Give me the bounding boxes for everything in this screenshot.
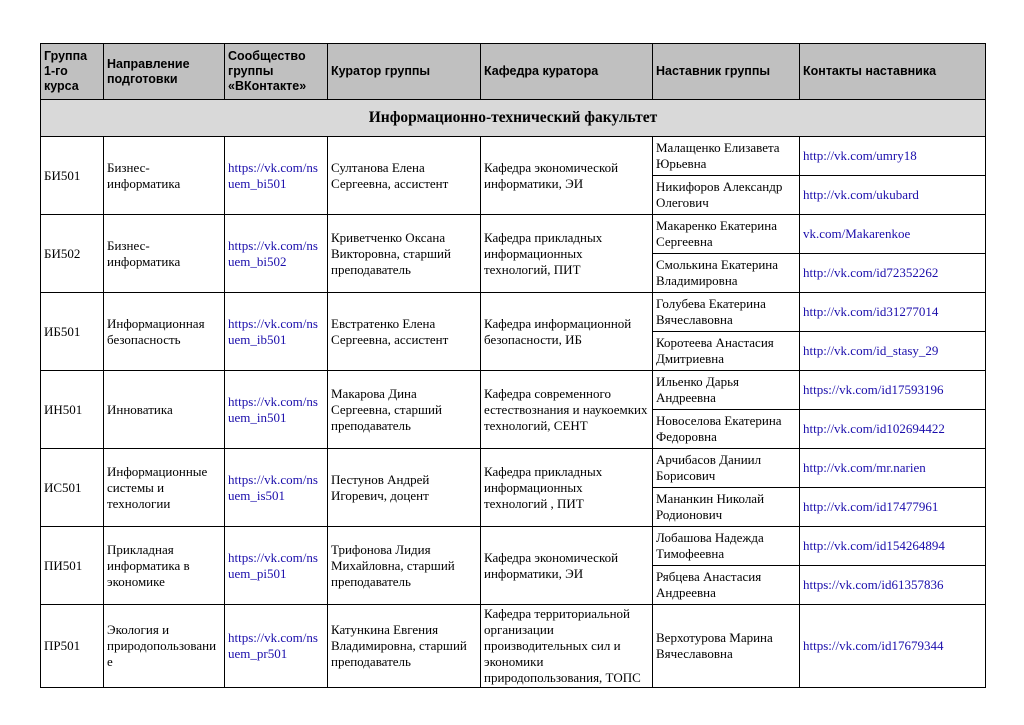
mentor-name: Смолькина Екатерина Владимировна <box>653 254 800 293</box>
mentor-name: Никифоров Александр Олегович <box>653 176 800 215</box>
mentor-contact-cell <box>800 215 986 254</box>
mentor-contact-link[interactable]: https://vk.com/id17679344 <box>803 638 944 653</box>
direction: Экология и природопользование <box>104 605 225 688</box>
mentor-contact-link[interactable]: https://vk.com/id61357836 <box>803 577 944 592</box>
mentor-name: Ильенко Дарья Андреевна <box>653 371 800 410</box>
curator-department: Кафедра прикладных информационных технологий , ПИТ <box>481 449 653 527</box>
group-code: БИ501 <box>41 137 104 215</box>
faculty-title: Информационно-технический факультет <box>41 100 986 137</box>
mentor-name: Коротеева Анастасия Дмитриевна <box>653 332 800 371</box>
header-group: Группа 1-го курса <box>41 44 104 100</box>
mentor-contact-cell <box>800 332 986 371</box>
curator: Султанова Елена Сергеевна, ассистент <box>328 137 481 215</box>
mentor-name: Лобашова Надежда Тимофеевна <box>653 527 800 566</box>
table-row <box>41 293 986 332</box>
table-row <box>41 527 986 566</box>
mentor-contact-cell <box>800 488 986 527</box>
direction: Информационные системы и технологии <box>104 449 225 527</box>
vk-community-cell <box>225 137 328 215</box>
curator: Пестунов Андрей Игоревич, доцент <box>328 449 481 527</box>
mentor-contact-cell <box>800 254 986 293</box>
mentor-contact-link[interactable]: http://vk.com/umry18 <box>803 148 917 163</box>
vk-community-link[interactable]: https://vk.com/nsuem_is501 <box>228 471 318 503</box>
faculty-row <box>41 100 986 137</box>
vk-community-link[interactable]: https://vk.com/nsuem_pi501 <box>228 549 318 581</box>
direction: Прикладная информатика в экономике <box>104 527 225 605</box>
mentor-contact-cell <box>800 176 986 215</box>
header-mentor: Наставник группы <box>653 44 800 100</box>
curator: Макарова Дина Сергеевна, старший преподаватель <box>328 371 481 449</box>
mentor-contact-cell <box>800 371 986 410</box>
direction: Бизнес-информатика <box>104 215 225 293</box>
header-row <box>41 44 986 100</box>
mentor-contact-link[interactable]: http://vk.com/id154264894 <box>803 538 945 553</box>
mentor-contact-link[interactable]: vk.com/Makarenkoe <box>803 226 911 241</box>
group-code: ИН501 <box>41 371 104 449</box>
curator-department: Кафедра экономической информатики, ЭИ <box>481 527 653 605</box>
vk-community-cell <box>225 215 328 293</box>
group-code: ПР501 <box>41 605 104 688</box>
vk-community-cell <box>225 293 328 371</box>
group-code: ИС501 <box>41 449 104 527</box>
mentor-contact-link[interactable]: http://vk.com/id_stasy_29 <box>803 343 939 358</box>
curator-department: Кафедра современного естествознания и наукоемких технологий, СЕНТ <box>481 371 653 449</box>
table-row <box>41 605 986 688</box>
mentor-contact-link[interactable]: http://vk.com/mr.narien <box>803 460 926 475</box>
mentor-contact-cell <box>800 137 986 176</box>
header-curator: Куратор группы <box>328 44 481 100</box>
mentor-contact-cell <box>800 605 986 688</box>
curator: Катункина Евгения Владимировна, старший преподаватель <box>328 605 481 688</box>
curator-department: Кафедра территориальной организации производительных сил и экономики природопользования, ТОПС <box>481 605 653 688</box>
mentor-contact-link[interactable]: http://vk.com/id17477961 <box>803 499 939 514</box>
mentor-name: Голубева Екатерина Вячеславовна <box>653 293 800 332</box>
mentor-name: Рябцева Анастасия Андреевна <box>653 566 800 605</box>
header-contacts: Контакты наставника <box>800 44 986 100</box>
mentor-name: Новоселова Екатерина Федоровна <box>653 410 800 449</box>
mentor-contact-link[interactable]: http://vk.com/id102694422 <box>803 421 945 436</box>
vk-community-cell <box>225 527 328 605</box>
group-code: ПИ501 <box>41 527 104 605</box>
group-code: ИБ501 <box>41 293 104 371</box>
curator: Криветченко Оксана Викторовна, старший преподаватель <box>328 215 481 293</box>
table-row <box>41 215 986 254</box>
curator-department: Кафедра экономической информатики, ЭИ <box>481 137 653 215</box>
mentor-name: Малащенко Елизавета Юрьевна <box>653 137 800 176</box>
vk-community-link[interactable]: https://vk.com/nsuem_bi501 <box>228 159 318 191</box>
mentor-name: Мананкин Николай Родионович <box>653 488 800 527</box>
table-row <box>41 371 986 410</box>
vk-community-link[interactable]: https://vk.com/nsuem_in501 <box>228 393 318 425</box>
mentor-name: Макаренко Екатерина Сергеевна <box>653 215 800 254</box>
mentor-contact-link[interactable]: http://vk.com/id72352262 <box>803 265 939 280</box>
header-community: Сообщество группы «ВКонтакте» <box>225 44 328 100</box>
direction: Инноватика <box>104 371 225 449</box>
direction: Бизнес-информатика <box>104 137 225 215</box>
vk-community-cell <box>225 605 328 688</box>
curator-department: Кафедра информационной безопасности, ИБ <box>481 293 653 371</box>
vk-community-link[interactable]: https://vk.com/nsuem_ib501 <box>228 315 318 347</box>
table-row <box>41 449 986 488</box>
mentor-contact-link[interactable]: http://vk.com/id31277014 <box>803 304 939 319</box>
mentor-contact-link[interactable]: http://vk.com/ukubard <box>803 187 919 202</box>
mentor-name: Арчибасов Даниил Борисович <box>653 449 800 488</box>
vk-community-link[interactable]: https://vk.com/nsuem_pr501 <box>228 630 318 661</box>
groups-table <box>40 43 986 688</box>
mentor-contact-cell <box>800 566 986 605</box>
mentor-contact-cell <box>800 293 986 332</box>
mentor-name: Верхотурова Марина Вячеславовна <box>653 605 800 688</box>
header-department: Кафедра куратора <box>481 44 653 100</box>
curator: Трифонова Лидия Михайловна, старший преподаватель <box>328 527 481 605</box>
mentor-contact-cell <box>800 449 986 488</box>
header-direction: Направление подготовки <box>104 44 225 100</box>
vk-community-cell <box>225 449 328 527</box>
vk-community-link[interactable]: https://vk.com/nsuem_bi502 <box>228 237 318 269</box>
mentor-contact-cell <box>800 527 986 566</box>
curator-department: Кафедра прикладных информационных технологий, ПИТ <box>481 215 653 293</box>
direction: Информационная безопасность <box>104 293 225 371</box>
group-code: БИ502 <box>41 215 104 293</box>
mentor-contact-cell <box>800 410 986 449</box>
curator: Евстратенко Елена Сергеевна, ассистент <box>328 293 481 371</box>
mentor-contact-link[interactable]: https://vk.com/id17593196 <box>803 382 944 397</box>
vk-community-cell <box>225 371 328 449</box>
table-row <box>41 137 986 176</box>
